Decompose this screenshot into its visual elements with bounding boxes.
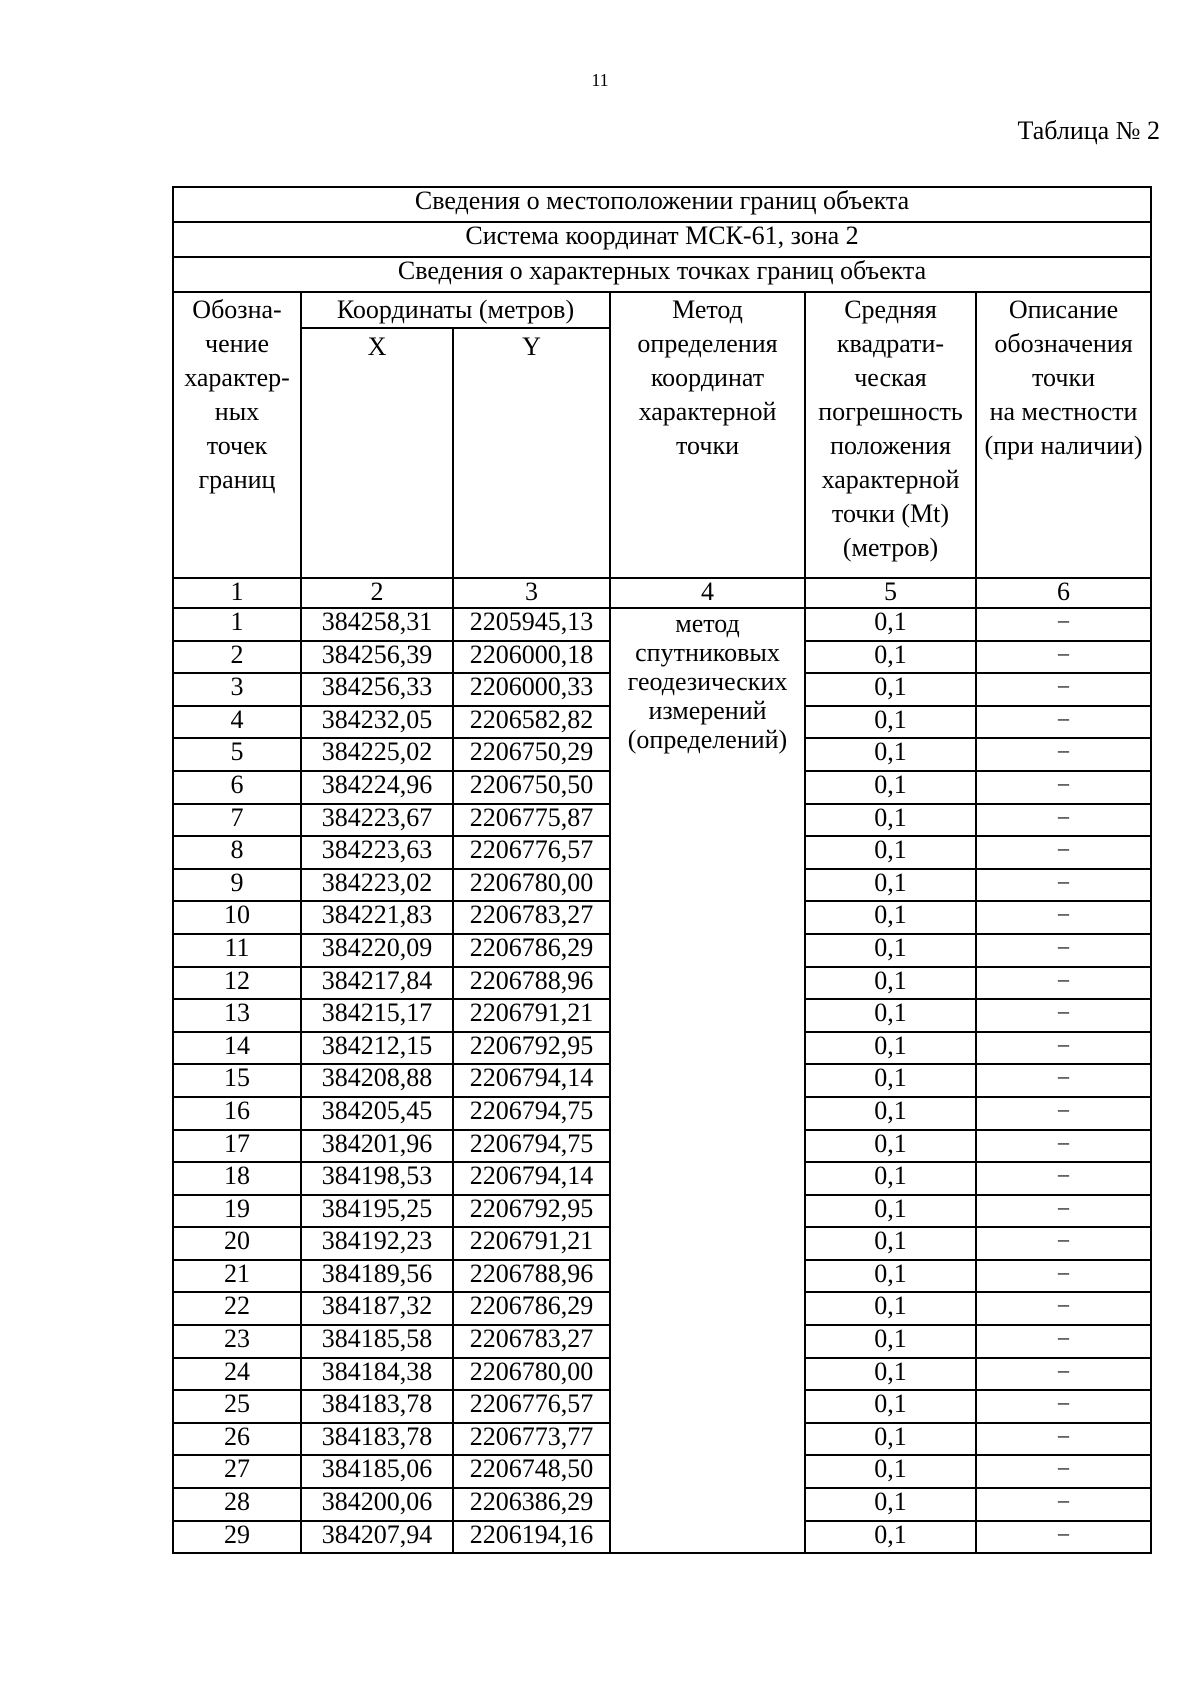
- cell-description: –: [976, 1195, 1151, 1228]
- table-title-points: Сведения о характерных точках границ объекта: [173, 257, 1151, 292]
- cell-x: 384201,96: [301, 1130, 453, 1163]
- method-line: метод: [675, 609, 740, 638]
- cell-mt: 0,1: [805, 1260, 976, 1293]
- cell-x: 384205,45: [301, 1097, 453, 1130]
- cell-description: –: [976, 1358, 1151, 1391]
- cell-y: 2206780,00: [453, 869, 610, 902]
- cell-description: –: [976, 608, 1151, 641]
- cell-y: 2206783,27: [453, 1325, 610, 1358]
- cell-x: 384207,94: [301, 1521, 453, 1554]
- cell-description: –: [976, 1227, 1151, 1260]
- cell-description: –: [976, 1097, 1151, 1130]
- column-number: 1: [173, 578, 301, 608]
- method-line: (определений): [627, 725, 788, 754]
- cell-x: 384189,56: [301, 1260, 453, 1293]
- cell-mt: 0,1: [805, 999, 976, 1032]
- cell-x: 384258,31: [301, 608, 453, 641]
- cell-point-number: 18: [173, 1162, 301, 1195]
- cell-y: 2206786,29: [453, 1292, 610, 1325]
- cell-y: 2206748,50: [453, 1455, 610, 1488]
- cell-y: 2206791,21: [453, 999, 610, 1032]
- cell-x: 384192,23: [301, 1227, 453, 1260]
- cell-description: –: [976, 1325, 1151, 1358]
- cell-mt: 0,1: [805, 608, 976, 641]
- cell-point-number: 10: [173, 901, 301, 934]
- cell-mt: 0,1: [805, 1390, 976, 1423]
- cell-point-number: 22: [173, 1292, 301, 1325]
- cell-point-number: 8: [173, 836, 301, 869]
- cell-point-number: 16: [173, 1097, 301, 1130]
- cell-x: 384256,39: [301, 641, 453, 674]
- cell-point-number: 25: [173, 1390, 301, 1423]
- cell-mt: 0,1: [805, 934, 976, 967]
- cell-y: 2206792,95: [453, 1032, 610, 1065]
- cell-mt: 0,1: [805, 1195, 976, 1228]
- cell-x: 384223,67: [301, 804, 453, 837]
- cell-description: –: [976, 673, 1151, 706]
- cell-point-number: 12: [173, 967, 301, 1000]
- cell-point-number: 17: [173, 1130, 301, 1163]
- cell-y: 2206783,27: [453, 901, 610, 934]
- cell-x: 384215,17: [301, 999, 453, 1032]
- cell-x: 384220,09: [301, 934, 453, 967]
- cell-mt: 0,1: [805, 771, 976, 804]
- cell-mt: 0,1: [805, 1423, 976, 1456]
- cell-mt: 0,1: [805, 967, 976, 1000]
- cell-x: 384185,58: [301, 1325, 453, 1358]
- cell-mt: 0,1: [805, 706, 976, 739]
- cell-y: 2206000,33: [453, 673, 610, 706]
- cell-description: –: [976, 771, 1151, 804]
- cell-x: 384256,33: [301, 673, 453, 706]
- page-number: 11: [591, 70, 609, 90]
- coordinates-table: [172, 186, 1152, 1554]
- cell-y: 2206194,16: [453, 1521, 610, 1554]
- cell-y: 2206794,75: [453, 1097, 610, 1130]
- cell-description: –: [976, 869, 1151, 902]
- cell-mt: 0,1: [805, 1292, 976, 1325]
- cell-description: –: [976, 934, 1151, 967]
- cell-point-number: 9: [173, 869, 301, 902]
- method-line: спутниковых: [635, 638, 780, 667]
- cell-x: 384223,63: [301, 836, 453, 869]
- cell-mt: 0,1: [805, 869, 976, 902]
- cell-description: –: [976, 1064, 1151, 1097]
- cell-point-number: 27: [173, 1455, 301, 1488]
- cell-mt: 0,1: [805, 1521, 976, 1554]
- cell-description: –: [976, 738, 1151, 771]
- cell-y: 2206775,87: [453, 804, 610, 837]
- cell-mt: 0,1: [805, 1358, 976, 1391]
- cell-y: 2206794,75: [453, 1130, 610, 1163]
- cell-point-number: 5: [173, 738, 301, 771]
- cell-description: –: [976, 1390, 1151, 1423]
- cell-description: –: [976, 706, 1151, 739]
- cell-point-number: 29: [173, 1521, 301, 1554]
- cell-mt: 0,1: [805, 1227, 976, 1260]
- cell-mt: 0,1: [805, 1064, 976, 1097]
- cell-description: –: [976, 1488, 1151, 1521]
- cell-description: –: [976, 1521, 1151, 1554]
- cell-y: 2206794,14: [453, 1162, 610, 1195]
- cell-x: 384225,02: [301, 738, 453, 771]
- cell-mt: 0,1: [805, 901, 976, 934]
- cell-description: –: [976, 641, 1151, 674]
- cell-y: 2206386,29: [453, 1488, 610, 1521]
- cell-point-number: 20: [173, 1227, 301, 1260]
- method-line: геодезических: [627, 667, 788, 696]
- cell-mt: 0,1: [805, 673, 976, 706]
- cell-point-number: 21: [173, 1260, 301, 1293]
- header-x: X: [301, 328, 453, 578]
- column-number: 4: [610, 578, 805, 608]
- cell-description: –: [976, 836, 1151, 869]
- cell-point-number: 6: [173, 771, 301, 804]
- cell-x: 384217,84: [301, 967, 453, 1000]
- cell-mt: 0,1: [805, 738, 976, 771]
- cell-point-number: 3: [173, 673, 301, 706]
- cell-x: 384187,32: [301, 1292, 453, 1325]
- cell-x: 384185,06: [301, 1455, 453, 1488]
- cell-method: [610, 608, 805, 1553]
- cell-x: 384232,05: [301, 706, 453, 739]
- cell-x: 384221,83: [301, 901, 453, 934]
- cell-y: 2206786,29: [453, 934, 610, 967]
- cell-y: 2206750,50: [453, 771, 610, 804]
- cell-y: 2206794,14: [453, 1064, 610, 1097]
- cell-description: –: [976, 1455, 1151, 1488]
- cell-y: 2206780,00: [453, 1358, 610, 1391]
- cell-description: –: [976, 1162, 1151, 1195]
- cell-x: 384223,02: [301, 869, 453, 902]
- cell-mt: 0,1: [805, 836, 976, 869]
- cell-mt: 0,1: [805, 1032, 976, 1065]
- header-coordinates: Координаты (метров): [301, 292, 610, 328]
- table-title-coordinate-system: Система координат МСК-61, зона 2: [173, 222, 1151, 257]
- cell-x: 384224,96: [301, 771, 453, 804]
- cell-y: 2206791,21: [453, 1227, 610, 1260]
- cell-description: –: [976, 1423, 1151, 1456]
- cell-mt: 0,1: [805, 1130, 976, 1163]
- column-number: 3: [453, 578, 610, 608]
- cell-mt: 0,1: [805, 1097, 976, 1130]
- cell-y: 2206788,96: [453, 967, 610, 1000]
- cell-mt: 0,1: [805, 1325, 976, 1358]
- cell-mt: 0,1: [805, 1488, 976, 1521]
- cell-point-number: 14: [173, 1032, 301, 1065]
- cell-x: 384195,25: [301, 1195, 453, 1228]
- cell-description: –: [976, 967, 1151, 1000]
- table-title-location: Сведения о местоположении границ объекта: [173, 187, 1151, 222]
- header-point-designation: Обозна- чение характер- ных точек границ: [173, 292, 301, 578]
- cell-y: 2206000,18: [453, 641, 610, 674]
- cell-y: 2206788,96: [453, 1260, 610, 1293]
- cell-point-number: 28: [173, 1488, 301, 1521]
- cell-point-number: 1: [173, 608, 301, 641]
- cell-description: –: [976, 901, 1151, 934]
- cell-x: 384183,78: [301, 1423, 453, 1456]
- cell-point-number: 2: [173, 641, 301, 674]
- cell-y: 2206750,29: [453, 738, 610, 771]
- cell-point-number: 15: [173, 1064, 301, 1097]
- cell-point-number: 7: [173, 804, 301, 837]
- column-number: 5: [805, 578, 976, 608]
- header-y: Y: [453, 328, 610, 578]
- cell-x: 384208,88: [301, 1064, 453, 1097]
- cell-y: 2206773,77: [453, 1423, 610, 1456]
- cell-description: –: [976, 1292, 1151, 1325]
- cell-x: 384200,06: [301, 1488, 453, 1521]
- method-line: измерений: [648, 696, 767, 725]
- cell-point-number: 11: [173, 934, 301, 967]
- column-number: 6: [976, 578, 1151, 608]
- column-number: 2: [301, 578, 453, 608]
- cell-point-number: 13: [173, 999, 301, 1032]
- cell-point-number: 23: [173, 1325, 301, 1358]
- cell-description: –: [976, 804, 1151, 837]
- cell-mt: 0,1: [805, 641, 976, 674]
- cell-mt: 0,1: [805, 1162, 976, 1195]
- cell-mt: 0,1: [805, 804, 976, 837]
- cell-y: 2206792,95: [453, 1195, 610, 1228]
- cell-point-number: 26: [173, 1423, 301, 1456]
- cell-y: 2206776,57: [453, 836, 610, 869]
- cell-y: 2206582,82: [453, 706, 610, 739]
- cell-point-number: 19: [173, 1195, 301, 1228]
- cell-mt: 0,1: [805, 1455, 976, 1488]
- cell-description: –: [976, 1032, 1151, 1065]
- header-error: Средняя квадрати- ческая погрешность положения характерной точки (Mt) (метров): [805, 292, 976, 578]
- cell-x: 384184,38: [301, 1358, 453, 1391]
- header-method: Метод определения координат характерной точки: [610, 292, 805, 578]
- cell-description: –: [976, 1260, 1151, 1293]
- cell-y: 2206776,57: [453, 1390, 610, 1423]
- header-description: Описание обозначения точки на местности (при наличии): [976, 292, 1151, 578]
- cell-description: –: [976, 999, 1151, 1032]
- table-caption: Таблица № 2: [1017, 116, 1160, 145]
- cell-point-number: 4: [173, 706, 301, 739]
- cell-x: 384198,53: [301, 1162, 453, 1195]
- cell-y: 2205945,13: [453, 608, 610, 641]
- table-row: [173, 608, 1151, 641]
- cell-description: –: [976, 1130, 1151, 1163]
- cell-x: 384183,78: [301, 1390, 453, 1423]
- cell-x: 384212,15: [301, 1032, 453, 1065]
- cell-point-number: 24: [173, 1358, 301, 1391]
